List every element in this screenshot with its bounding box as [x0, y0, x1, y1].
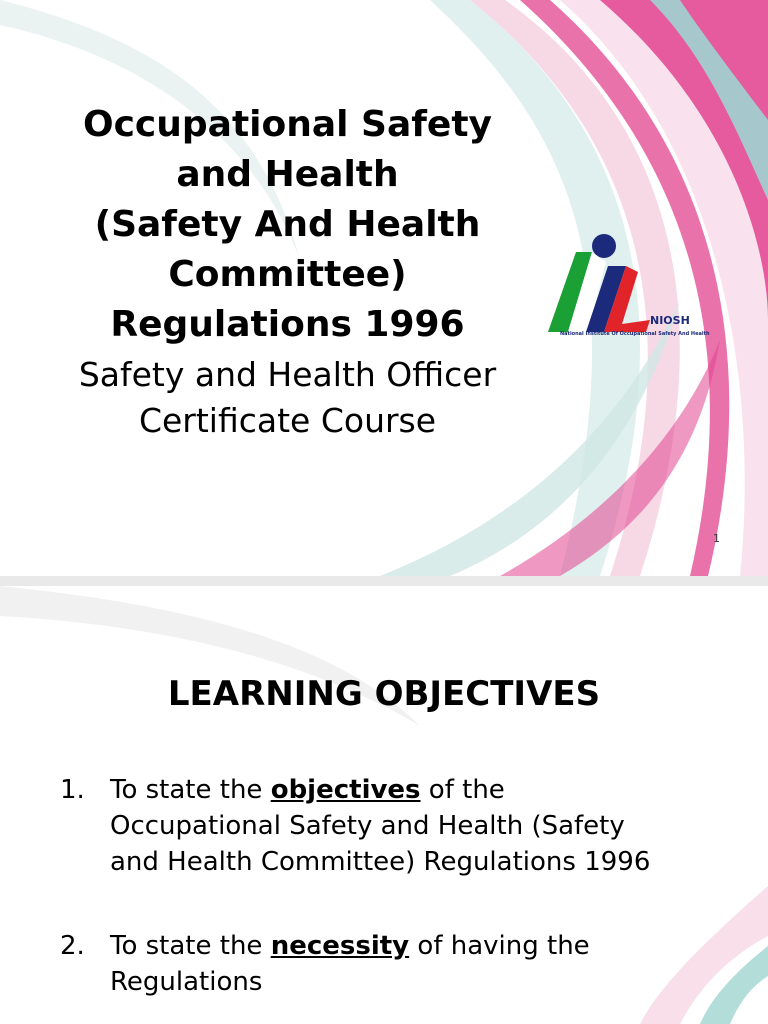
title-line: Regulations 1996	[110, 304, 465, 345]
objective-line: and Health Committee) Regulations 1996	[110, 847, 651, 877]
subtitle-line: Safety and Health Officer	[78, 355, 497, 394]
objectives-slide	[0, 586, 768, 1024]
title-line: and Health	[176, 154, 399, 195]
slide-title: LEARNING OBJECTIVES	[167, 674, 601, 714]
objective-prefix: To state the	[110, 931, 271, 961]
title-line: Committee)	[168, 254, 407, 295]
objective-suffix: of the	[420, 775, 505, 805]
logo-tagline: National Institute Of Occupational Safety And Health	[560, 331, 710, 337]
objective-line: Regulations	[110, 967, 263, 997]
objective-line: Occupational Safety and Health (Safety	[110, 811, 625, 841]
objective-keyword: objectives	[270, 775, 421, 805]
objective-prefix: To state the	[110, 775, 271, 805]
objective-suffix: of having the	[409, 931, 590, 961]
slide-number: 1	[713, 532, 720, 545]
objective-text	[110, 928, 730, 1000]
objective-text	[110, 772, 730, 880]
objective-number: 1.	[60, 775, 85, 805]
objective-keyword: necessity	[270, 931, 410, 961]
slide-subtitle	[20, 352, 555, 444]
logo-wordmark: NIOSH	[650, 314, 690, 327]
title-line: Occupational Safety	[82, 104, 493, 145]
subtitle-line: Certificate Course	[138, 401, 437, 440]
objective-number: 2.	[60, 931, 85, 961]
title-line: (Safety And Health	[94, 204, 481, 245]
slide-title	[20, 100, 555, 350]
